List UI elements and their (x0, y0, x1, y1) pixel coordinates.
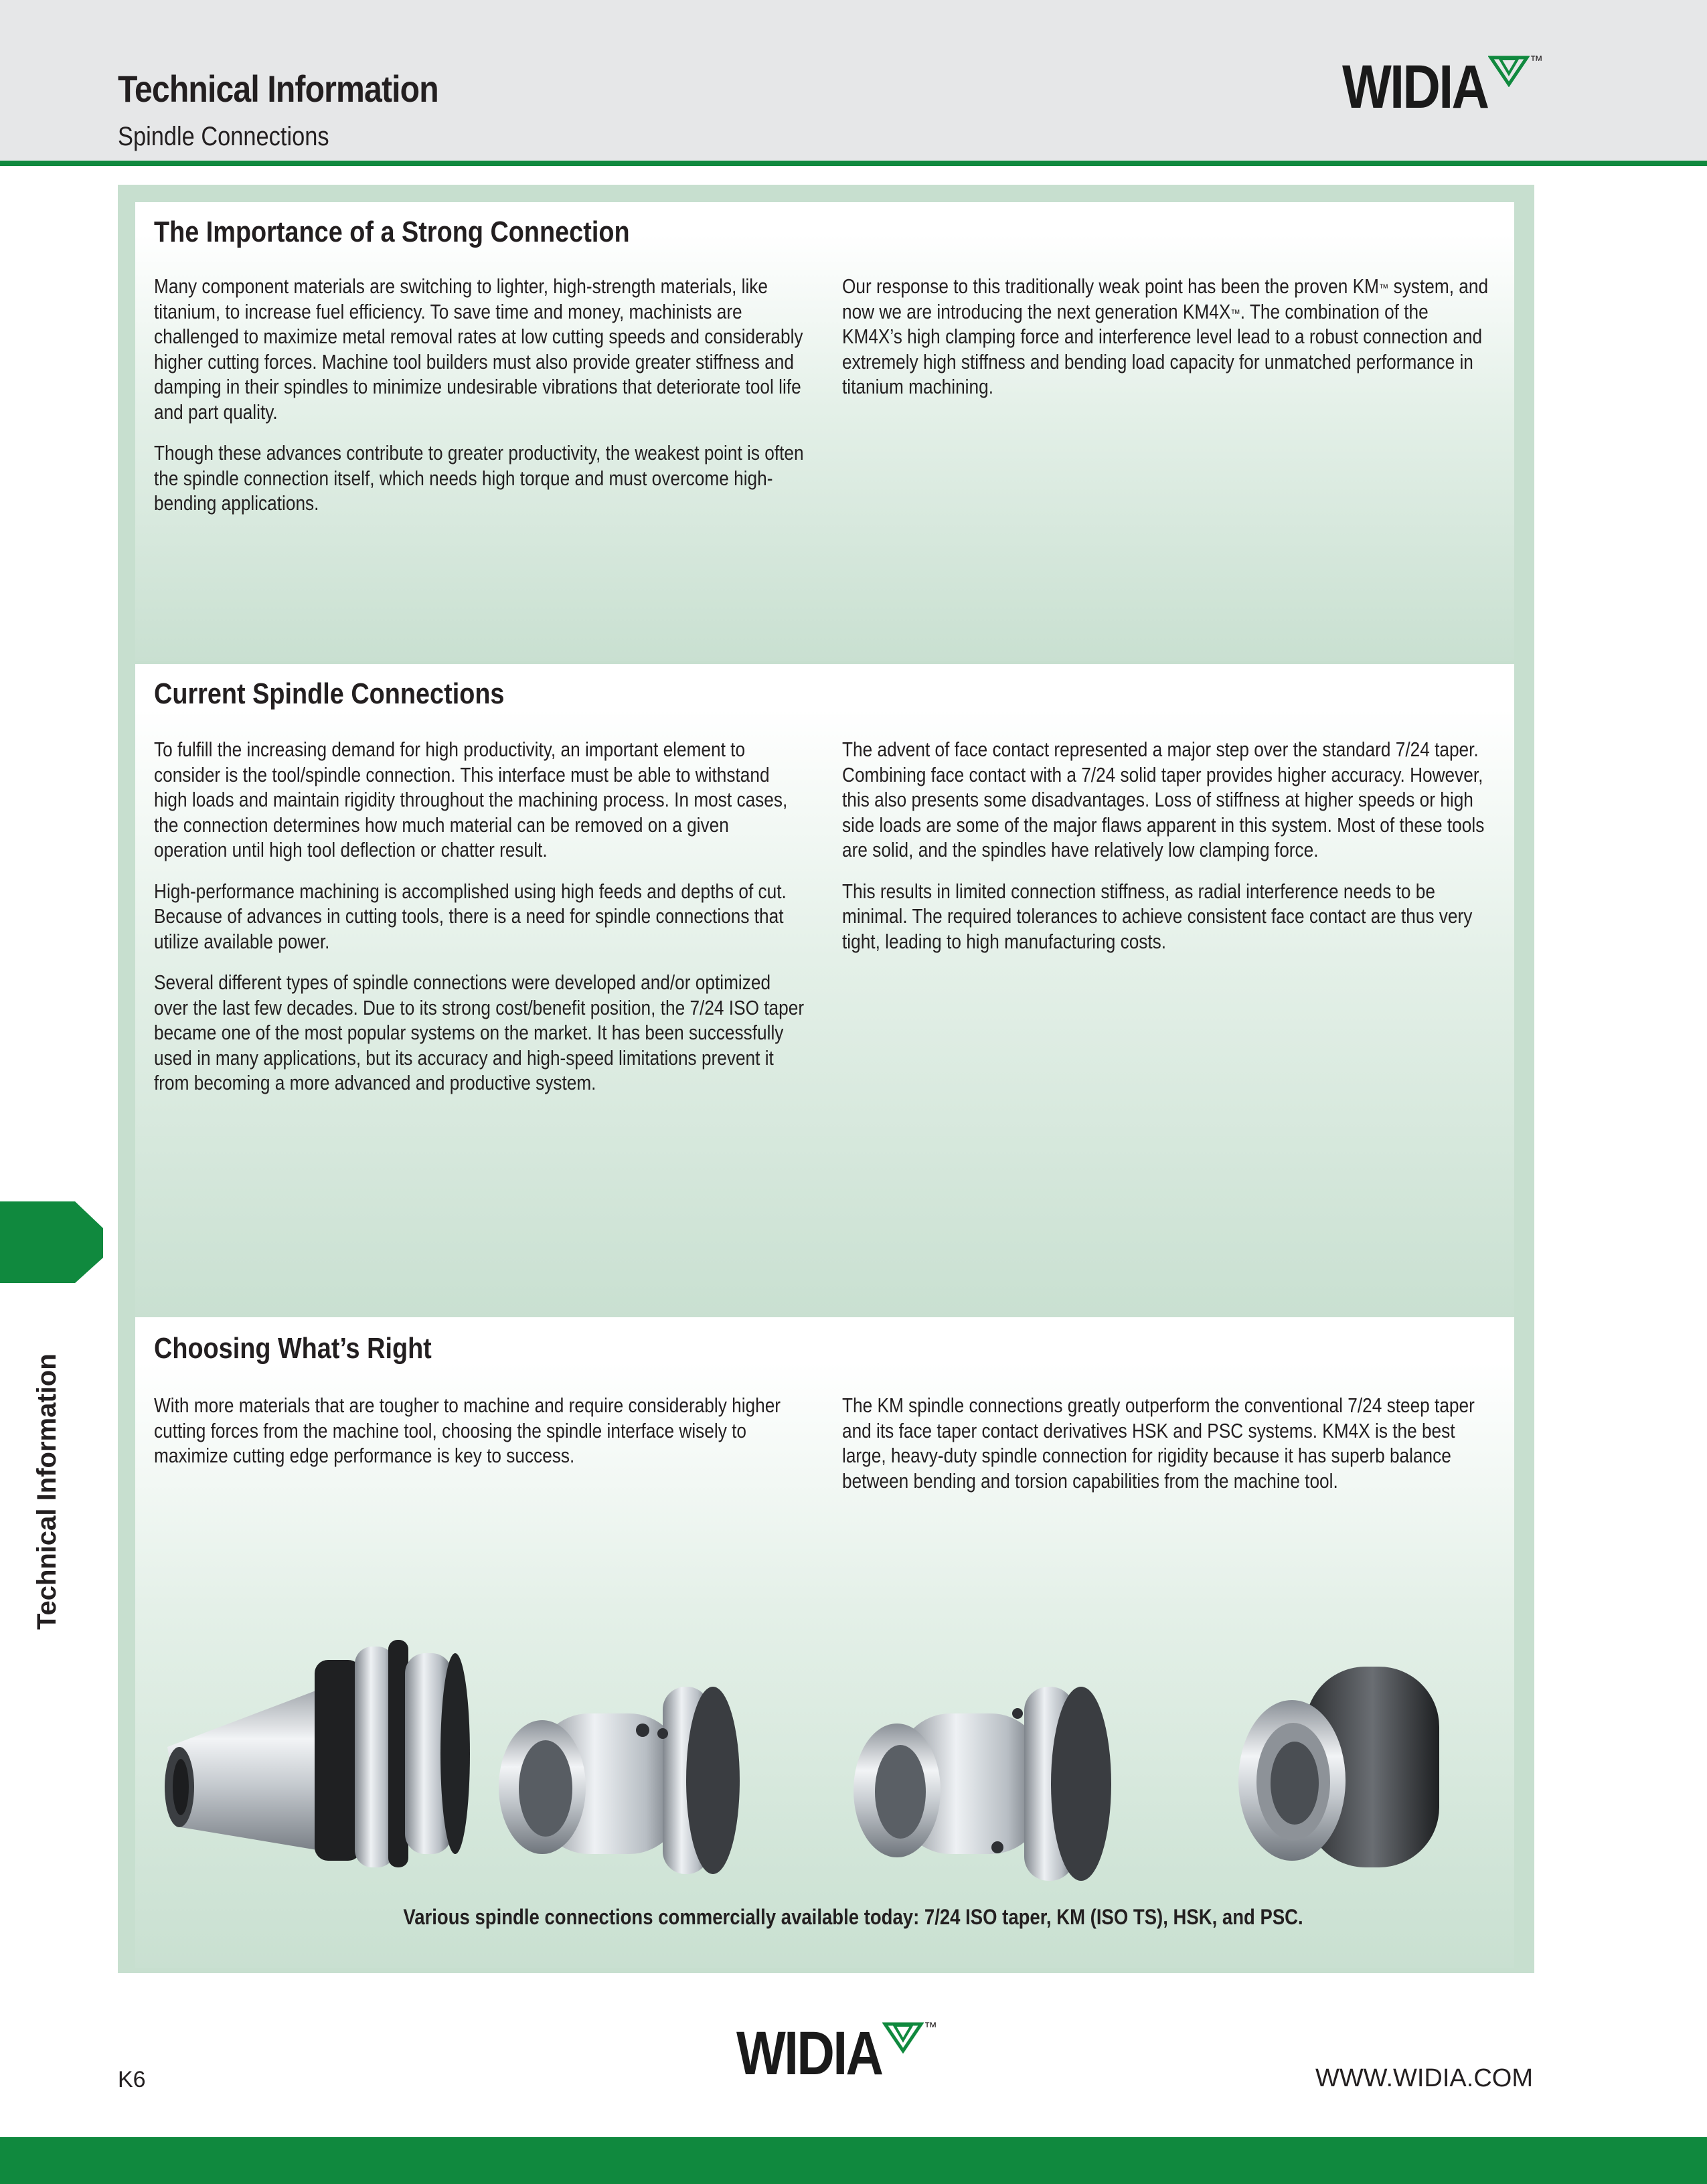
hsk-illustration (854, 1687, 1111, 1881)
logo-wordmark: WIDIA (736, 2019, 882, 2088)
page-number: K6 (118, 2067, 146, 2092)
page-subtitle: Spindle Connections (118, 122, 329, 151)
logo-trademark: ™ (924, 2020, 937, 2035)
km-illustration (499, 1687, 740, 1874)
logo-trademark: ™ (1530, 54, 1543, 68)
image-caption (0, 1905, 1707, 1930)
website-link[interactable]: WWW.WIDIA.COM (1315, 2064, 1533, 2092)
trademark-symbol: ™ (1378, 282, 1389, 295)
paragraph: To fulfill the increasing demand for high productivity, an important element to consider is the tool/spindle connection. This interface must be able to withstand high loads and maintain rigidity throughout the machining process. In most cases, the connection determines how much material can be removed on a given operation until high tool deflection or chatter result. (154, 738, 788, 861)
paragraph: High-performance machining is accomplished using high feeds and depths of cut. Because of advances in cutting tools, there is a need for spindle connections that utilize available power. (154, 879, 787, 953)
spindle-connections-illustration (154, 1633, 1506, 1894)
logo-wordmark: WIDIA (1342, 53, 1488, 121)
logo-triangle-icon (1488, 55, 1530, 87)
widia-logo-footer (736, 2019, 937, 2088)
section-importance-right-column (842, 274, 1493, 416)
text-run: Our response to this traditionally weak point has been the proven KM (842, 275, 1379, 298)
trademark-symbol: ™ (1230, 307, 1240, 320)
text-run: . The combination of the KM4X’s high clamping force and interference level lead to a robust connection and extremely high stiffness and bending load capacity for unmatched performance in titanium machining. (842, 300, 1483, 398)
footer-bar (0, 2137, 1707, 2184)
section-choosing-right-column (842, 1394, 1493, 1510)
paragraph: Many component materials are switching to lighter, high-strength materials, like titanium, to increase fuel efficiency. To save time and money, machinists are challenged to maximize metal removal rates at low cutting speeds and considerably higher cutting forces. Machine tool builders must also provide greater stiffness and damping in their spindles to minimize undesirable vibrations that deteriorate tool life and part quality. (154, 275, 803, 424)
widia-logo-header (1342, 53, 1543, 121)
text-run: system, and now we are introducing the next generation KM4X (842, 275, 1489, 323)
section-choosing-left-column (154, 1394, 805, 1485)
header-rule (0, 161, 1707, 166)
psc-illustration (1238, 1667, 1439, 1867)
side-tab-label: Technical Information (32, 1353, 62, 1630)
paragraph: This results in limited connection stiffness, as radial interference needs to be minimal. The required tolerances to achieve consistent face contact are thus very tight, leading to high manufacturing costs. (842, 879, 1473, 953)
paragraph (842, 274, 1493, 400)
paragraph: Several different types of spindle connections were developed and/or optimized over the last few decades. Due to its strong cost/benefit position, the 7/24 ISO taper became one of the most popular systems on the market. It has been successfully used in many applications, but its accuracy and high-speed limitations prevent it from becoming a more advanced and productive system. (154, 971, 805, 1094)
paragraph: The KM spindle connections greatly outperform the conventional 7/24 steep taper and its face taper contact derivatives HSK and PSC systems. KM4X is the best large, heavy-duty spindle connection for rigidity because it has superb balance between bending and torsion capabilities from the machine tool. (842, 1394, 1475, 1493)
section-importance-left-column (154, 274, 805, 533)
paragraph: With more materials that are tougher to machine and require considerably higher cutting forces from the machine tool, choosing the spindle interface wisely to maximize cutting edge performance is key to success. (154, 1394, 781, 1467)
section-title-importance: The Importance of a Strong Connection (154, 216, 630, 248)
section-current-left-column (154, 738, 805, 1112)
section-current-right-column (842, 738, 1493, 971)
paragraph: Though these advances contribute to greater productivity, the weakest point is often the spindle connection itself, which needs high torque and must overcome high-bending applications. (154, 442, 804, 515)
side-tab-marker (0, 1201, 104, 1283)
caption-text: Various spindle connections commercially available today: 7/24 ISO taper, KM (ISO TS), HSK, and PSC. (403, 1905, 1304, 1929)
section-title-current: Current Spindle Connections (154, 677, 505, 710)
page-title: Technical Information (118, 68, 438, 110)
logo-triangle-icon (882, 2021, 924, 2053)
section-title-choosing: Choosing What’s Right (154, 1332, 432, 1365)
iso-taper-illustration (165, 1640, 470, 1867)
paragraph: The advent of face contact represented a major step over the standard 7/24 taper. Combining face contact with a 7/24 solid taper provides higher accuracy. However, this also presents some disadvantages. Loss of stiffness at higher speeds or high side loads are some of the major flaws apparent in this system. Most of these tools are solid, and the spindles have relatively low clamping force. (842, 738, 1485, 861)
